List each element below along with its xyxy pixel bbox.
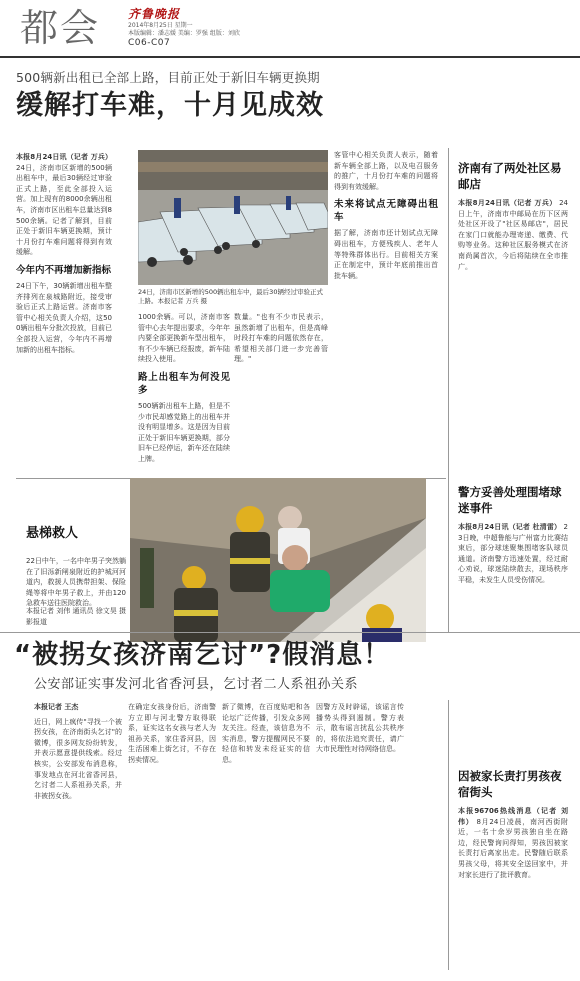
lead-column-4	[334, 150, 438, 472]
sidebar1-title: 济南有了两处社区易邮店	[458, 161, 562, 191]
lead-col1-body: 24日，济南市区新增的500辆出租车中，最后30辆经过审验正式上路，至此全部投入运营。加上现有的8000余辆出租车，济南市区出租车总量达到8500余辆。记者了解到，目前正处于新旧车辆更换期，预计十月份打车难问题将得到有效缓解。	[16, 163, 112, 257]
second-col2-body: 在确定女孩身份后，济南警方立即与河北警方取得联系，证实这名女孩与老人为祖孙关系，家住香河县，因生活困难上街乞讨，不存在拐卖情况。	[128, 703, 216, 764]
lead-col2-body2: 500辆新出租车上路，但是不少市民却感觉路上的出租车并没有明显增多。这是因为目前正处于新旧车辆更换期，部分旧车已经停运，新车还在陆续上牌。	[138, 401, 230, 463]
lead-byline: 本报8月24日讯（记者 万兵）	[16, 153, 112, 161]
second-column-3	[222, 702, 310, 970]
sidebar2-text: 23日晚，中超鲁能与广州富力比赛结束后，部分球迷聚集围堵客队球员通道。济南警方迅速处置，经过耐心劝说，球迷陆续散去，现场秩序平稳，未发生人员受伤情况。	[458, 523, 568, 584]
sidebar2-title: 警方妥善处理围堵球迷事件	[458, 485, 562, 515]
sidebar2-body	[458, 522, 568, 634]
second-byline: 本报记者 王杰	[34, 703, 79, 711]
lead-col2-body: 1000余辆。可以，济南市客管中心去年提出要求，今年年内要全部更换新车型出租车，有不少车辆已经报废，新车陆续投入使用。	[138, 313, 230, 364]
section-rule	[0, 632, 580, 633]
masthead	[0, 0, 580, 60]
lead-col4-body: 客管中心相关负责人表示，随着新车辆全部上路，以及电召服务的推广，十月份打车难的问题将得到有效缓解。	[334, 151, 438, 191]
second-col1-body: 近日，网上疯传"寻找一个被拐女孩，在济南街头乞讨"的微博，很多网友纷纷转发，并表示愿意提供线索。经过核实，公安部发布消息称，事发地点在河北省香河县，乞讨者二人系祖孙关系，并非被拐女孩。	[34, 717, 122, 800]
sidebar3-byline: 本报96706热线消息（记者 刘伟）	[458, 807, 568, 826]
editor-line: 本版编辑：潘志媛 美编：罗强 组版：刘欣	[128, 30, 240, 37]
lead-col1-body2: 24日下午，30辆新增出租车整齐排列在泉城路附近，接受审验后正式上路运营。济南市客管中心相关负责人介绍，这500辆出租车分批次投放，目前已全部投入运营，今年内不再增加新的出租车指标。	[16, 281, 112, 354]
section-name: 都会	[20, 6, 101, 50]
sidebar3-body	[458, 806, 568, 970]
rescue-caption: 22日中午，一名中年男子突然躺在了旧泺新闸泉附近的护城河河道内，救援人员携带担架、保险绳等将中年男子救上，并由120急救车送往医院救治。	[26, 557, 126, 608]
second-col3-body: 新了微博，在百度贴吧和各论坛广泛传播，引发众多网友关注。经查，该信息为不实消息，警方提醒网民不要轻信和转发未经证实的信息。	[222, 703, 310, 764]
page-numbers: C06-C07	[128, 38, 171, 48]
sidebar1-text: 24日上午，济南市中邮局在历下区两处社区开设了"社区易邮店"，居民在家门口就能办理寄递、缴费、代购等业务。这种社区服务模式在济南尚属首次，今后将陆续在全市推广。	[458, 199, 568, 271]
second-column-4	[316, 702, 404, 970]
second-column-1	[34, 702, 122, 970]
date-line: 2014年8月25日 星期一	[128, 22, 193, 29]
lead-subhead-2: 路上出租车为何没见多	[138, 371, 230, 396]
lead-column-3	[234, 312, 328, 472]
masthead-rule	[0, 56, 580, 58]
lead-col3-body: 数量。"也有不少市民表示，虽然新增了出租车，但是高峰时段打车难的问题依然存在，希望相关部门进一步完善管理。"	[234, 313, 328, 364]
sidebar3-title: 因被家长责打男孩夜宿街头	[458, 769, 562, 799]
sidebar2-byline: 本报8月24日讯（记者 杜清雷）	[458, 523, 562, 531]
taxi-photo	[138, 150, 328, 285]
sidebar1-byline: 本报8月24日讯（记者 万兵）	[458, 199, 557, 207]
lead-col4-body2: 据了解，济南市还计划试点无障碍出租车，方便残疾人、老年人等特殊群体出行。目前相关方案正在制定中，预计年底前推出首批车辆。	[334, 229, 438, 280]
lead-column-1	[16, 152, 112, 472]
newspaper-brand: 齐鲁晚报	[128, 7, 181, 21]
rescue-credit: 本报记者 刘伟 通讯员 徐文昊 摄影报道	[26, 607, 126, 626]
sidebar1-body	[458, 198, 568, 468]
lead-column-2	[138, 312, 230, 472]
taxi-photo-caption: 24日，济南市区新增的500辆出租车中，最后30辆经过审验正式上路。本报记者 万兵 摄	[138, 288, 323, 305]
column-divider-2	[448, 700, 449, 970]
sidebar3-text: 8月24日凌晨，南河西街附近，一名十余岁男孩独自坐在路边，经民警询问得知，男孩因被家长责打后离家出走。民警随后联系男孩父母，将其安全送回家中，并对家长进行了批评教育。	[458, 817, 568, 879]
lead-kicker: 500辆新出租已全部上路，目前正处于新旧车辆更换期	[16, 70, 320, 85]
rescue-photo	[130, 478, 426, 642]
second-deck: 公安部证实事发河北省香河县，乞讨者二人系祖孙关系	[34, 677, 359, 692]
lead-subhead-3: 未来将试点无障碍出租车	[334, 199, 438, 224]
second-col4-body: 因警方及时辟谣，该谣言传播势头得到遏制。警方表示，散布谣言扰乱公共秩序的，将依法追究责任，请广大市民理性对待网络信息。	[316, 703, 404, 754]
second-headline: “被拐女孩济南乞讨”?假消息！	[14, 640, 391, 670]
rescue-title: 悬梯救人	[26, 526, 79, 541]
lead-subhead-1: 今年内不再增加新指标	[16, 264, 112, 276]
column-divider	[448, 148, 449, 632]
lead-headline: 缓解打车难，十月见成效	[16, 90, 324, 121]
second-column-2	[128, 702, 216, 970]
